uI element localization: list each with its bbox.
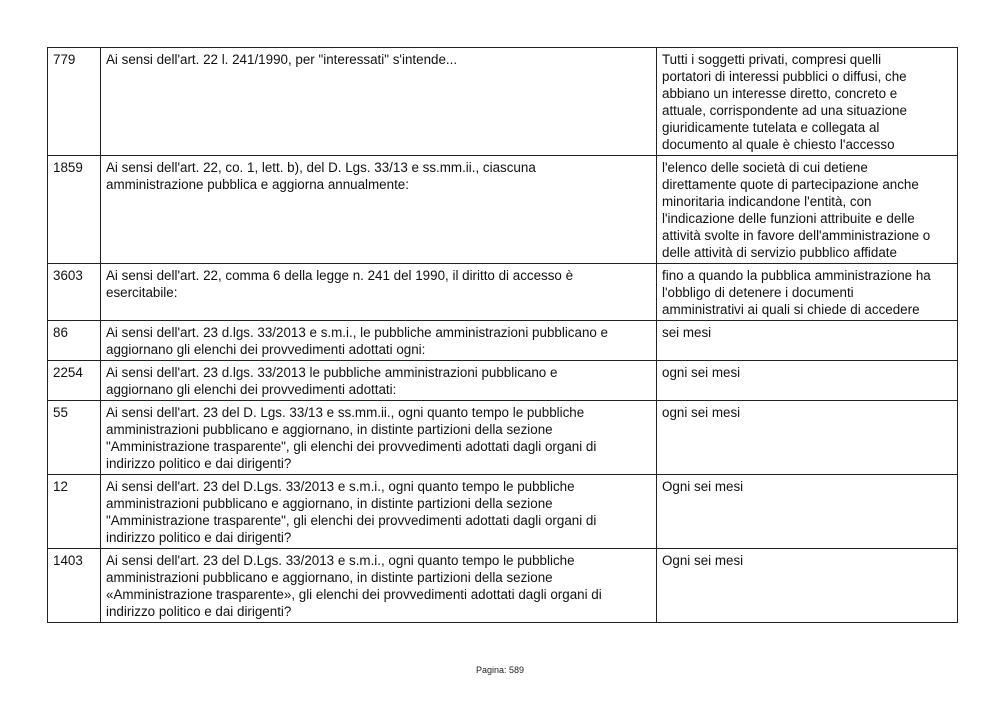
table-row [48, 48, 958, 156]
answer-text: Ogni sei mesi [657, 549, 958, 623]
answer-text: ogni sei mesi [657, 401, 958, 475]
table-row [48, 156, 958, 264]
question-text: Ai sensi dell'art. 23 del D.Lgs. 33/2013 e s.m.i., ogni quanto tempo le pubbliche amministrazioni pubblicano e aggiornano, in distinte partizioni della sezione «Amministrazione trasparente», gli elenchi dei provvedimenti adottati dagli organi di indirizzo politico e dai dirigenti? [101, 549, 657, 623]
question-text: Ai sensi dell'art. 23 del D.Lgs. 33/2013 e s.m.i., ogni quanto tempo le pubbliche amministrazioni pubblicano e aggiornano, in distinte partizioni della sezione "Amministrazione trasparente", gli elenchi dei provvedimenti adottati dagli organi di indirizzo politico e dai dirigenti? [101, 475, 657, 549]
question-id: 2254 [48, 361, 101, 401]
table-row [48, 401, 958, 475]
table-row [48, 475, 958, 549]
page-number: Pagina: 589 [475, 665, 525, 675]
question-id: 12 [48, 475, 101, 549]
question-id: 779 [48, 48, 101, 156]
question-text: Ai sensi dell'art. 22, comma 6 della legge n. 241 del 1990, il diritto di accesso è esercitabile: [101, 264, 657, 321]
answer-text: Tutti i soggetti privati, compresi quelli portatori di interessi pubblici o diffusi, che abbiano un interesse diretto, concreto e attuale, corrispondente ad una situazione giuridicamente tutelata e collegata al documento al quale è chiesto l'accesso [657, 48, 958, 156]
table-row [48, 549, 958, 623]
answer-text: sei mesi [657, 321, 958, 361]
question-text: Ai sensi dell'art. 23 d.lgs. 33/2013 le pubbliche amministrazioni pubblicano e aggiornano gli elenchi dei provvedimenti adottati: [101, 361, 657, 401]
question-id: 55 [48, 401, 101, 475]
question-id: 3603 [48, 264, 101, 321]
question-text: Ai sensi dell'art. 22 l. 241/1990, per "interessati" s'intende... [101, 48, 657, 156]
answer-text: ogni sei mesi [657, 361, 958, 401]
answer-text: l'elenco delle società di cui detiene direttamente quote di partecipazione anche minoritaria indicandone l'entità, con l'indicazione delle funzioni attribuite e delle attività svolte in favore dell'amministrazione o delle attività di servizio pubblico affidate [657, 156, 958, 264]
question-id: 1859 [48, 156, 101, 264]
question-text: Ai sensi dell'art. 23 d.lgs. 33/2013 e s.m.i., le pubbliche amministrazioni pubblicano e aggiornano gli elenchi dei provvedimenti adottati ogni: [101, 321, 657, 361]
answer-text: fino a quando la pubblica amministrazione ha l'obbligo di detenere i documenti amministrativi ai quali si chiede di accedere [657, 264, 958, 321]
question-text: Ai sensi dell'art. 23 del D. Lgs. 33/13 e ss.mm.ii., ogni quanto tempo le pubbliche amministrazioni pubblicano e aggiornano, in distinte partizioni della sezione "Amministrazione trasparente", gli elenchi dei provvedimenti adottati dagli organi di indirizzo politico e dai dirigenti? [101, 401, 657, 475]
answer-text: Ogni sei mesi [657, 475, 958, 549]
question-id: 86 [48, 321, 101, 361]
table-row [48, 321, 958, 361]
table-row [48, 264, 958, 321]
qa-table [47, 47, 958, 623]
question-id: 1403 [48, 549, 101, 623]
question-text: Ai sensi dell'art. 22, co. 1, lett. b), del D. Lgs. 33/13 e ss.mm.ii., ciascuna amministrazione pubblica e aggiorna annualmente: [101, 156, 657, 264]
table-row [48, 361, 958, 401]
